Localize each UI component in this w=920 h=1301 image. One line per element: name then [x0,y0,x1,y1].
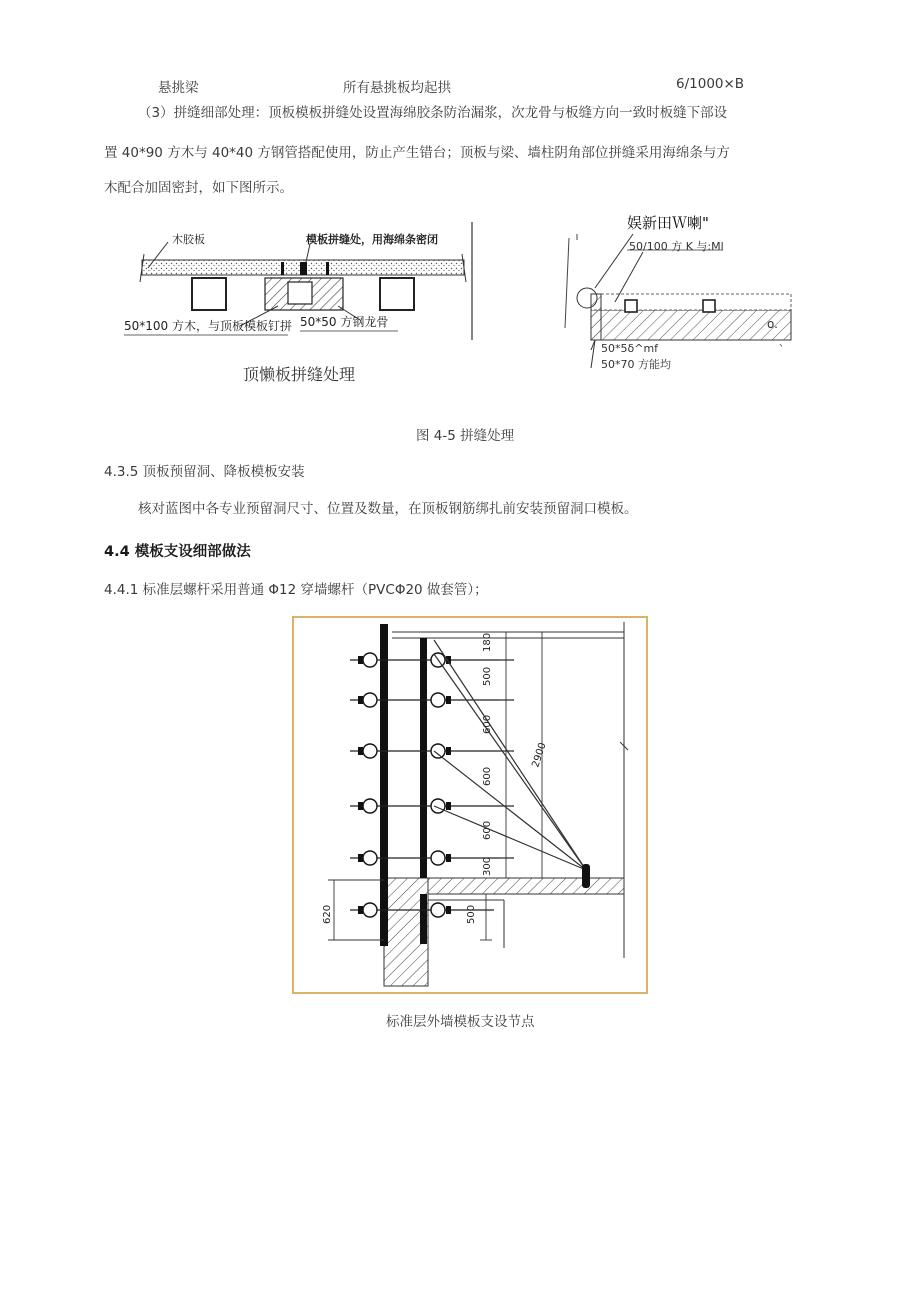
dim-500-b: 500 [466,904,477,924]
label-line2: 50/100 方 K 与:Ml [629,240,724,253]
label-top: 娱新田Ｗ喇" [627,214,709,232]
dim-300: 300 [482,856,493,876]
section-text-4-4-1: 4.4.1 标准层螺杆采用普通 Φ12 穿墙螺杆（PVCΦ20 做套管）； [104,582,488,598]
paragraph-line: （3）拼缝细部处理：顶板模板拼缝处设置海绵胶条防治漏浆，次龙骨与板缝方向一致时板缝下部设 [138,105,728,121]
dim-500: 500 [482,666,493,686]
label-b: 50*70 方能均 [601,358,671,371]
dim-620: 620 [322,904,333,924]
seam-detail-drawing-right [555,206,795,376]
table-cell-item: 悬挑梁 [158,80,199,96]
wall-figure-caption: 标准层外墙模板支设节点 [386,1014,535,1030]
wall-formwork-figure-frame [292,616,648,994]
label-seam: 模板拼缝处，用海绵条密闭 [306,233,438,246]
label-steel: 50*50 方钢龙骨 [300,315,389,329]
seam-detail-drawing-left [120,222,480,342]
figure-subtitle-left: 顶懒板拼缝处理 [243,365,356,384]
paragraph-line: 置 40*90 方木与 40*40 方钢管搭配使用，防止产生错台；顶板与梁、墙柱阴角部位拼缝采用海绵条与方 [104,145,730,161]
paragraph-line: 木配合加固密封，如下图所示。 [104,180,293,196]
dim-600-a: 600 [482,714,493,734]
dim-600-c: 600 [482,820,493,840]
dim-180: 180 [482,632,493,652]
section-title-4-3-5: 4.3.5 顶板预留洞、降板模板安装 [104,464,305,480]
label-timber: 50*100 方木，与顶板模板钉拼 [124,319,292,333]
section-heading-4-4: 4.4 模板支设细部做法 [104,544,251,560]
label-a: 50*5δ^mf [601,342,659,355]
figure-caption: 图 4-5 拼缝处理 [416,428,515,444]
wall-formwork-drawing [294,618,646,992]
mark-o: o. [767,317,778,331]
mark-tick: 、 [779,338,789,349]
dim-2900: 2900 [530,741,549,769]
section-body-4-3-5: 核对蓝图中各专业预留洞尺寸、位置及数量，在顶板钢筋绑扎前安装预留洞口模板。 [138,501,638,517]
table-cell-requirement: 所有悬挑板均起拱 [343,80,451,96]
label-plywood: 木胶板 [172,233,205,246]
table-cell-value: 6/1000×B [676,76,745,92]
dim-600-b: 600 [482,766,493,786]
